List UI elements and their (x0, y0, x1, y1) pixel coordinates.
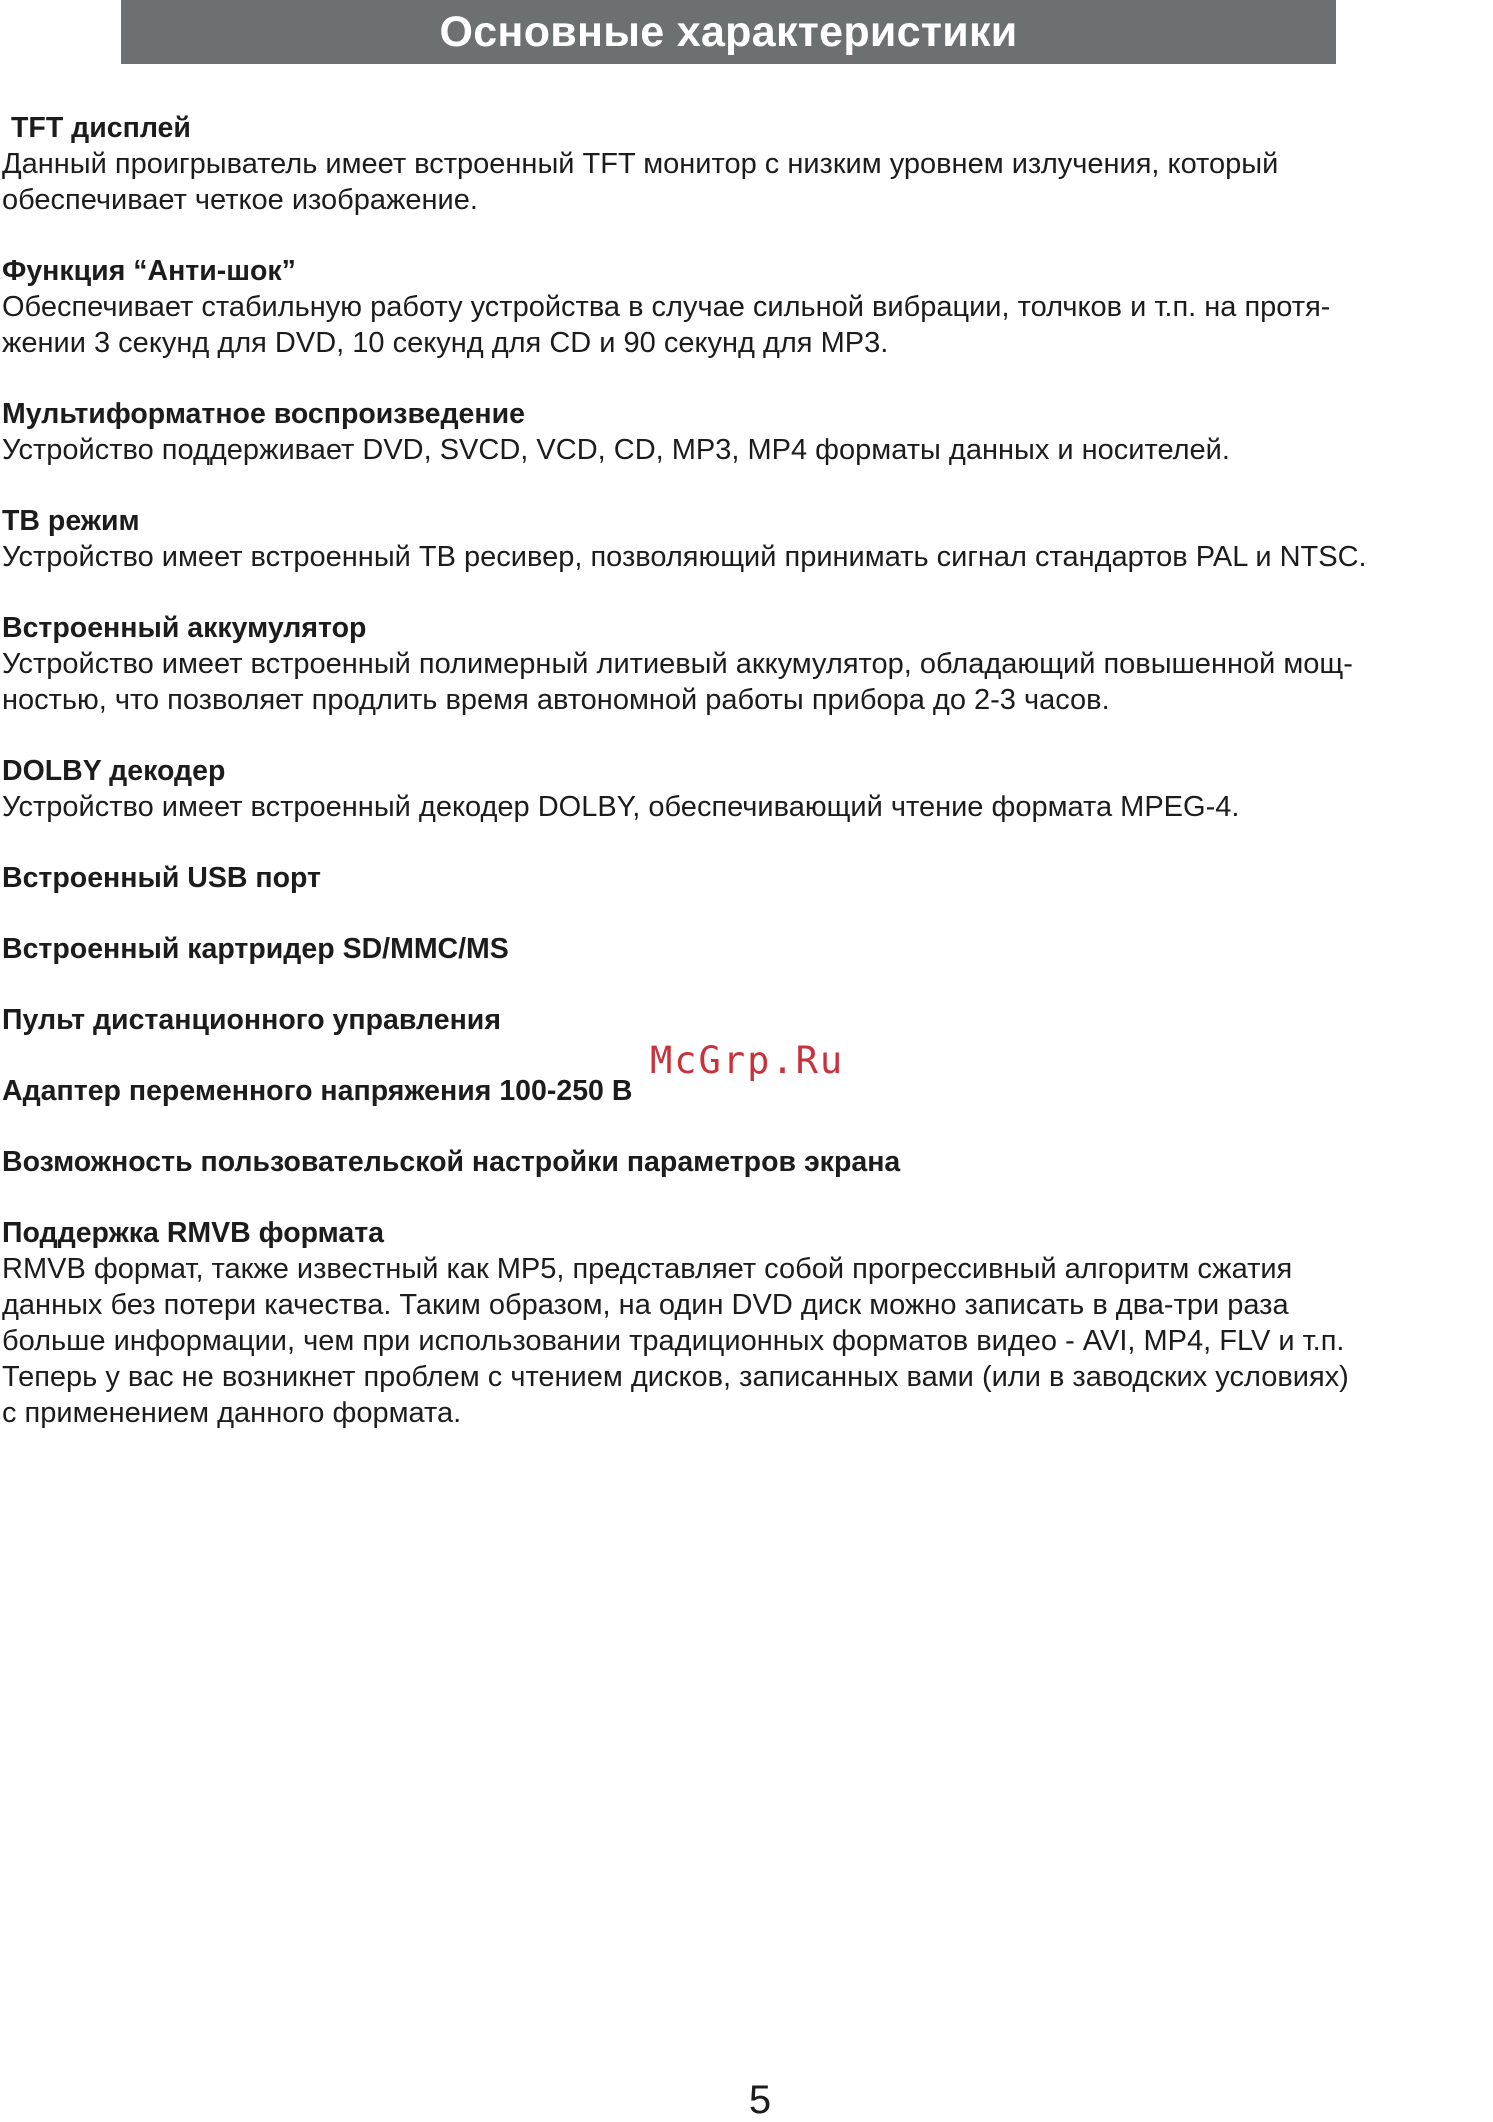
feature-section (2, 253, 1491, 361)
feature-description-line: Устройство имеет встроенный декодер DOLBY, обеспечивающий чтение формата MPEG-4. (2, 791, 1240, 823)
title-bar (121, 0, 1336, 64)
feature-section (2, 1144, 1491, 1180)
feature-description-line: Теперь у вас не возникнет проблем с чтением дисков, записанных вами (или в заводских условиях) (2, 1361, 1349, 1393)
feature-section (2, 753, 1491, 825)
feature-section (2, 1002, 1491, 1038)
feature-description-line: обеспечивает четкое изображение. (2, 184, 478, 216)
feature-heading: Адаптер переменного напряжения 100-250 В (2, 1075, 633, 1107)
feature-section (2, 931, 1491, 967)
feature-heading: DOLBY декодер (2, 755, 226, 787)
feature-description-line: Обеспечивает стабильную работу устройства в случае сильной вибрации, толчков и т.п. на протя- (2, 291, 1331, 323)
feature-heading: Встроенный картридер SD/MMC/MS (2, 933, 509, 965)
page-title: Основные характеристики (439, 7, 1018, 56)
feature-description-line: ностью, что позволяет продлить время автономной работы прибора до 2-3 часов. (2, 684, 1110, 716)
feature-heading: Встроенный аккумулятор (2, 612, 367, 644)
feature-description-line: Устройство имеет встроенный полимерный литиевый аккумулятор, обладающий повышенной мощ- (2, 648, 1353, 680)
feature-section (2, 503, 1491, 575)
feature-heading: Поддержка RMVB формата (2, 1217, 385, 1249)
page-number: 5 (748, 2078, 772, 2122)
feature-section (2, 396, 1491, 468)
feature-description-line: данных без потери качества. Таким образом, на один DVD диск можно записать в два-три раза (2, 1289, 1289, 1321)
feature-description-line: Устройство имеет встроенный ТВ ресивер, позволяющий принимать сигнал стандартов PAL и NTSC. (2, 541, 1367, 573)
feature-heading: Встроенный USB порт (2, 862, 321, 894)
feature-section (2, 610, 1491, 718)
feature-heading: TFT дисплей (11, 112, 191, 144)
feature-heading: Возможность пользовательской настройки параметров экрана (2, 1146, 901, 1178)
feature-section (2, 110, 1491, 218)
feature-heading: Мультиформатное воспроизведение (2, 398, 525, 430)
feature-heading: ТВ режим (2, 505, 140, 537)
feature-description-line: RMVB формат, также известный как MP5, представляет собой прогрессивный алгоритм сжатия (2, 1253, 1293, 1285)
feature-section (2, 860, 1491, 896)
feature-heading: Функция “Анти-шок” (2, 255, 296, 287)
feature-description-line: с применением данного формата. (2, 1397, 462, 1429)
feature-description-line: больше информации, чем при использовании традиционных форматов видео - AVI, MP4, FLV и т.п. (2, 1325, 1345, 1357)
feature-section (2, 1215, 1491, 1431)
feature-description-line: Устройство поддерживает DVD, SVCD, VCD, CD, MP3, MP4 форматы данных и носителей. (2, 434, 1230, 466)
feature-list (2, 110, 1491, 1466)
feature-description-line: Данный проигрыватель имеет встроенный TFT монитор с низким уровнем излучения, который (2, 148, 1279, 180)
watermark: McGrp.Ru (650, 1039, 845, 1082)
feature-heading: Пульт дистанционного управления (2, 1004, 501, 1036)
feature-description-line: жении 3 секунд для DVD, 10 секунд для CD и 90 секунд для MP3. (2, 327, 889, 359)
